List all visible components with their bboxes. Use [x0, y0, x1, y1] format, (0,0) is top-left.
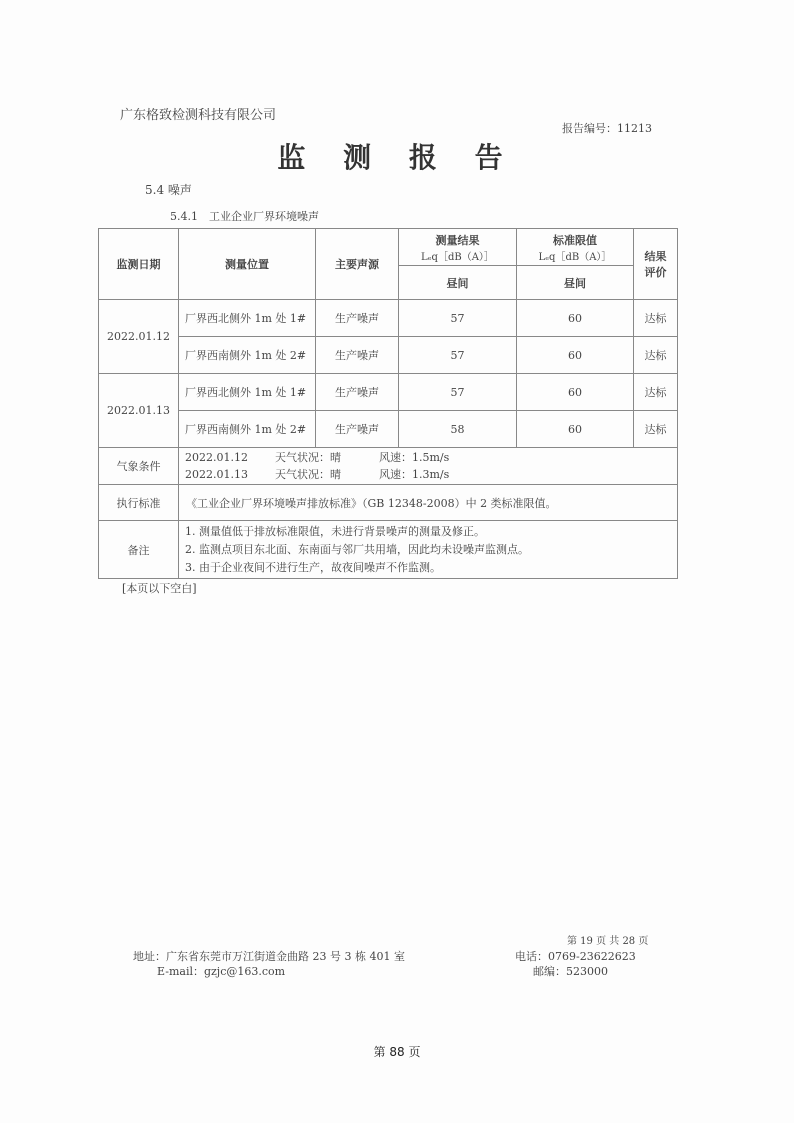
- table-row: [99, 411, 678, 448]
- eval-cell: 达标: [634, 374, 678, 411]
- header-date: 监测日期: [99, 229, 179, 300]
- header-result: [399, 229, 517, 266]
- result-cell: 57: [399, 300, 517, 337]
- limit-cell: 60: [517, 411, 634, 448]
- table-row: [99, 337, 678, 374]
- weather-date: 2022.01.13: [185, 468, 248, 481]
- location-cell: 厂界西南侧外 1m 处 2#: [179, 411, 316, 448]
- weather-line: [179, 449, 677, 466]
- result-cell: 57: [399, 337, 517, 374]
- header-source: 主要声源: [316, 229, 399, 300]
- standard-label: 执行标准: [99, 485, 179, 521]
- source-cell: 生产噪声: [316, 337, 399, 374]
- weather-status: 天气状况：晴: [275, 468, 341, 481]
- section-heading: 5.4 噪声: [145, 183, 192, 197]
- notes-content: [179, 521, 678, 579]
- eval-cell: 达标: [634, 337, 678, 374]
- subsection-heading: 5.4.1 工业企业厂界环境噪声: [170, 210, 319, 223]
- header-limit-daytime: 昼间: [517, 266, 634, 300]
- standard-text: 《工业企业厂界环境噪声排放标准》（GB 12348-2008）中 2 类标准限值。: [179, 485, 678, 521]
- header-eval: 结果评价: [634, 229, 678, 300]
- wind-speed: 风速：1.3m/s: [379, 468, 450, 481]
- weather-label: 气象条件: [99, 448, 179, 485]
- result-cell: 57: [399, 374, 517, 411]
- table-row: [99, 300, 678, 337]
- eval-cell: 达标: [634, 411, 678, 448]
- header-result-daytime: 昼间: [399, 266, 517, 300]
- limit-cell: 60: [517, 300, 634, 337]
- document-page-number: 第 88 页: [373, 1045, 421, 1059]
- source-cell: 生产噪声: [316, 411, 399, 448]
- notes-row: [99, 521, 678, 579]
- company-address: 地址：广东省东莞市万江街道金曲路 23 号 3 栋 401 室: [133, 950, 405, 963]
- weather-date: 2022.01.12: [185, 451, 248, 464]
- weather-status: 天气状况：晴: [275, 451, 341, 464]
- header-limit-unit: Lₑq［dB（A）］: [538, 251, 612, 263]
- source-cell: 生产噪声: [316, 300, 399, 337]
- weather-row: [99, 448, 678, 485]
- page-of-total: 第 19 页 共 28 页: [567, 936, 649, 947]
- header-location: 测量位置: [179, 229, 316, 300]
- notes-label: 备注: [99, 521, 179, 579]
- location-cell: 厂界西北侧外 1m 处 1#: [179, 374, 316, 411]
- wind-speed: 风速：1.5m/s: [379, 451, 450, 464]
- location-cell: 厂界西南侧外 1m 处 2#: [179, 337, 316, 374]
- company-name: 广东格致检测科技有限公司: [120, 108, 277, 123]
- limit-cell: 60: [517, 337, 634, 374]
- monitor-date: 2022.01.13: [99, 374, 179, 448]
- note-line: 2. 监测点项目东北面、东南面与邻厂共用墙，因此均未设噪声监测点。: [185, 542, 529, 556]
- blank-page-note: [本页以下空白]: [122, 582, 197, 595]
- weather-conditions: [179, 448, 678, 485]
- report-title: 监 测 报 告: [277, 141, 517, 174]
- header-limit-label: 标准限值: [553, 233, 597, 247]
- monitor-date: 2022.01.12: [99, 300, 179, 374]
- company-phone: 电话：0769-23622623: [515, 950, 636, 963]
- company-email: E-mail：gzjc@163.com: [157, 965, 286, 978]
- header-limit: [517, 229, 634, 266]
- note-line: 3. 由于企业夜间不进行生产，故夜间噪声不作监测。: [185, 560, 441, 574]
- weather-line: [179, 466, 677, 483]
- eval-cell: 达标: [634, 300, 678, 337]
- table-row: [99, 374, 678, 411]
- company-postcode: 邮编：523000: [533, 965, 608, 978]
- header-result-unit: Lₑq［dB（A）］: [421, 251, 494, 263]
- report-number: 报告编号：11213: [562, 122, 652, 135]
- noise-results-table: [98, 228, 678, 579]
- note-line: 1. 测量值低于排放标准限值，未进行背景噪声的测量及修正。: [185, 524, 485, 538]
- result-cell: 58: [399, 411, 517, 448]
- location-cell: 厂界西北侧外 1m 处 1#: [179, 300, 316, 337]
- source-cell: 生产噪声: [316, 374, 399, 411]
- header-result-label: 测量结果: [435, 233, 480, 247]
- standard-row: [99, 485, 678, 521]
- limit-cell: 60: [517, 374, 634, 411]
